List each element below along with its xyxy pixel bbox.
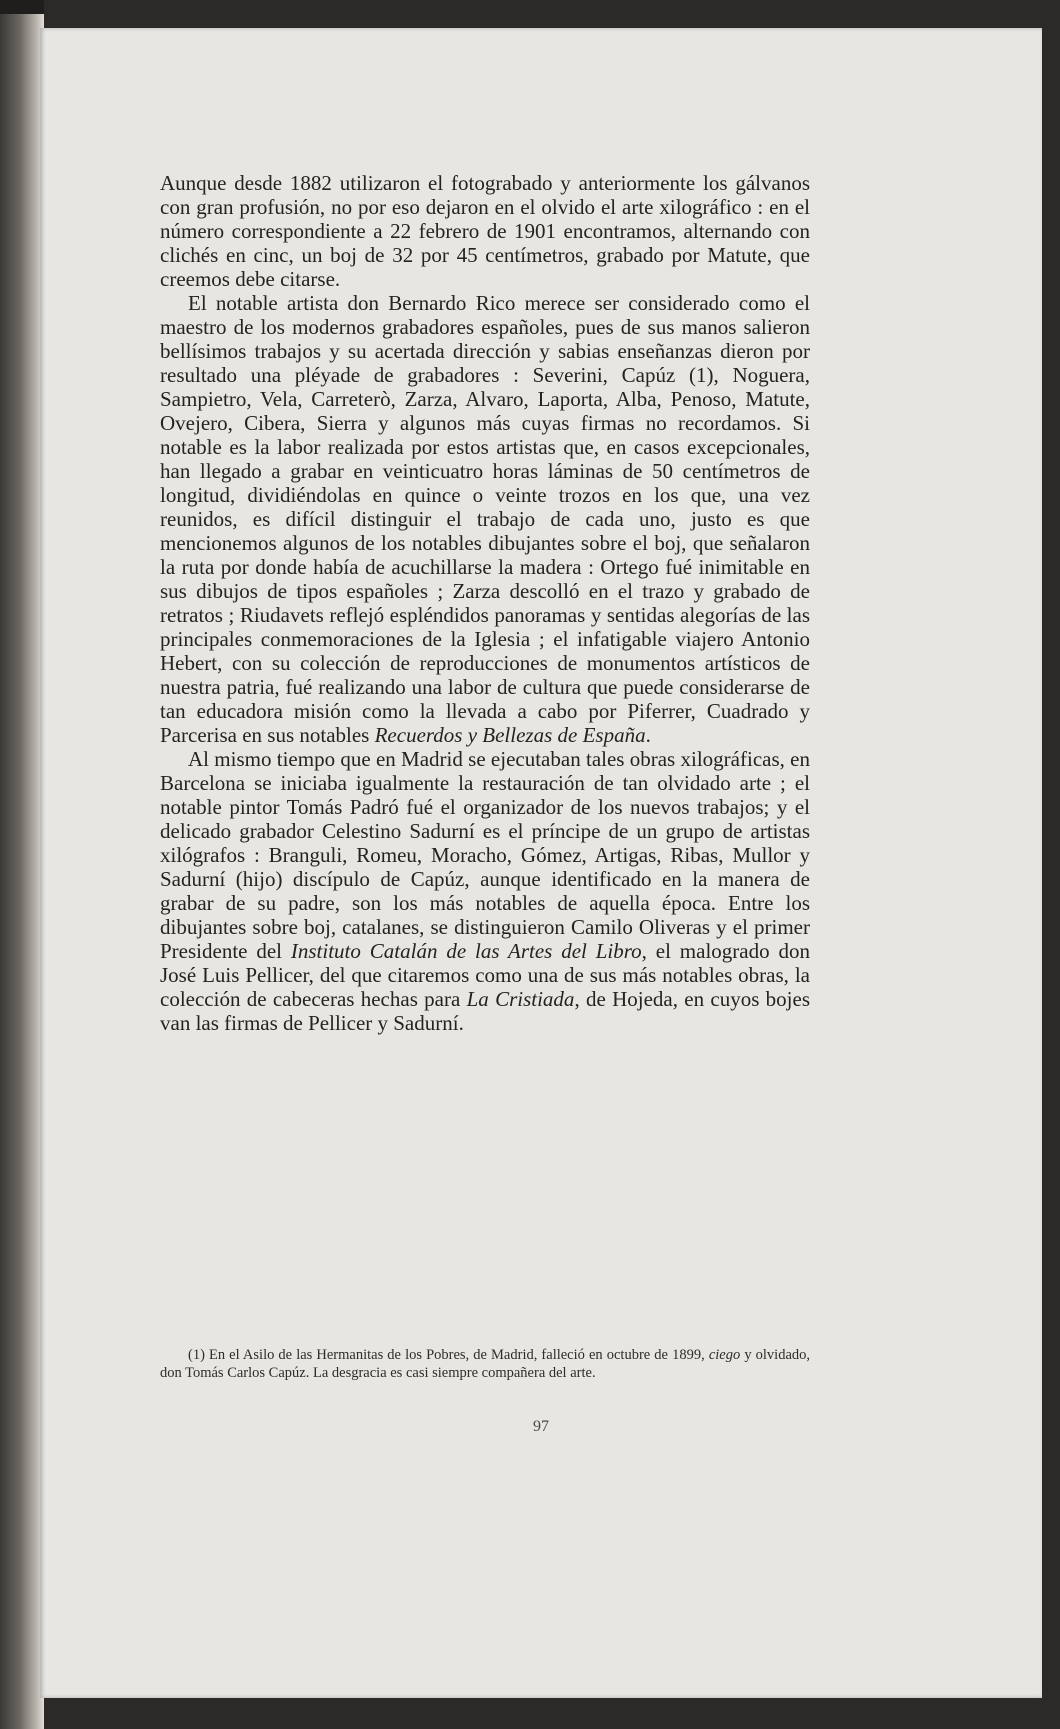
footnote-italic: ciego: [708, 1347, 741, 1363]
paragraph-2: [160, 291, 810, 747]
footnote-text-b: y olvidado, don Tomás Carlos Capúz. La desgracia es casi siempre compañera del arte.: [160, 1347, 811, 1381]
book-corner-shadow: [0, 0, 44, 14]
body-text: [160, 171, 810, 1035]
book-spine-edge: [0, 0, 44, 1729]
book-page: [40, 28, 1042, 1698]
paragraph-2-text: El notable artista don Bernardo Rico merece ser considerado como el maestro de los modernos grabadores españoles, pues de sus manos salieron bellísimos trabajos y su acertada dirección y sabias enseñanzas dieron por resultado una pléyade de grabadores : Severini, Capúz (1), Noguera, Sampietro, Vela, Carreterò, Zarza, Alvaro, Laporta, Alba, Penoso, Matute, Ovejero, Cibera, Sierra y algunos más cuyas firmas no recordamos. Si notable es la labor realizada por estos artistas que, en casos excepcionales, han llegado a grabar en veinticuatro horas láminas de 50 centímetros de longitud, dividiéndolas en quince o veinte trozos en los que, una vez reunidos, es difícil distinguir el trabajo de cada uno, justo es que mencionemos algunos de los notables dibujantes sobre el boj, que señalaron la ruta por donde había de acuchillarse la madera : Ortego fué inimitable en sus dibujos de tipos españoles ; Zarza descolló en el trazo y grabado de retratos ; Riudavets reflejó espléndidos panoramas y sentidas alegorías de las principales conmemoraciones de la Iglesia ; el infatigable viajero Antonio Hebert, con su colección de reproducciones de monumentos artísticos de nuestra patria, fué realizando una labor de cultura que puede considerarse de tan educadora misión como la llevada a cabo por Piferrer, Cuadrado y Parcerisa en sus notables: [160, 291, 810, 747]
paragraph-3-text-c: , de Hojeda, en cuyos bojes van las firmas de Pellicer y Sadurní.: [160, 987, 810, 1035]
paragraph-3-text-a: Al mismo tiempo que en Madrid se ejecutaban tales obras xilográficas, en Barcelona se iniciaba igualmente la restauración de tan olvidado arte ; el notable pintor Tomás Padró fué el organizador de los nuevos trabajos; y el delicado grabador Celestino Sadurní es el príncipe de un grupo de artistas xilógrafos : Branguli, Romeu, Moracho, Gómez, Artigas, Ribas, Mullor y Sadurní (hijo) discípulo de Capúz, aunque identificado en la manera de grabar de su padre, son los más notables de aquella época. Entre los dibujantes sobre boj, catalanes, se distinguieron Camilo Oliveras y el primer Presidente del: [160, 747, 810, 963]
page-number: 97: [533, 1418, 549, 1435]
paragraph-2-end: .: [645, 723, 651, 747]
footnote-text-a: (1) En el Asilo de las Hermanitas de los Pobres, de Madrid, falleció en octubre de 1899,: [188, 1347, 705, 1363]
paragraph-3-italic-institute: Instituto Catalán de las Artes del Libro: [290, 939, 642, 963]
paragraph-2-italic-title: Recuerdos y Bellezas de España: [374, 723, 646, 747]
paragraph-3-text-b: , el malogrado don José Luis Pellicer, del que citaremos como una de sus más notables obras, la colección de cabeceras hechas para: [160, 939, 810, 1011]
footnote: [160, 1346, 810, 1382]
paragraph-3: [160, 747, 810, 1035]
paragraph-3-italic-title: La Cristiada: [466, 987, 575, 1011]
paragraph-1: Aunque desde 1882 utilizaron el fotograbado y anteriormente los gálvanos con gran profusión, no por eso dejaron en el olvido el arte xilográfico : en el número correspondiente a 22 febrero de 1901 encontramos, alternando con clichés en cinc, un boj de 32 por 45 centímetros, grabado por Matute, que creemos debe citarse.: [160, 171, 810, 291]
